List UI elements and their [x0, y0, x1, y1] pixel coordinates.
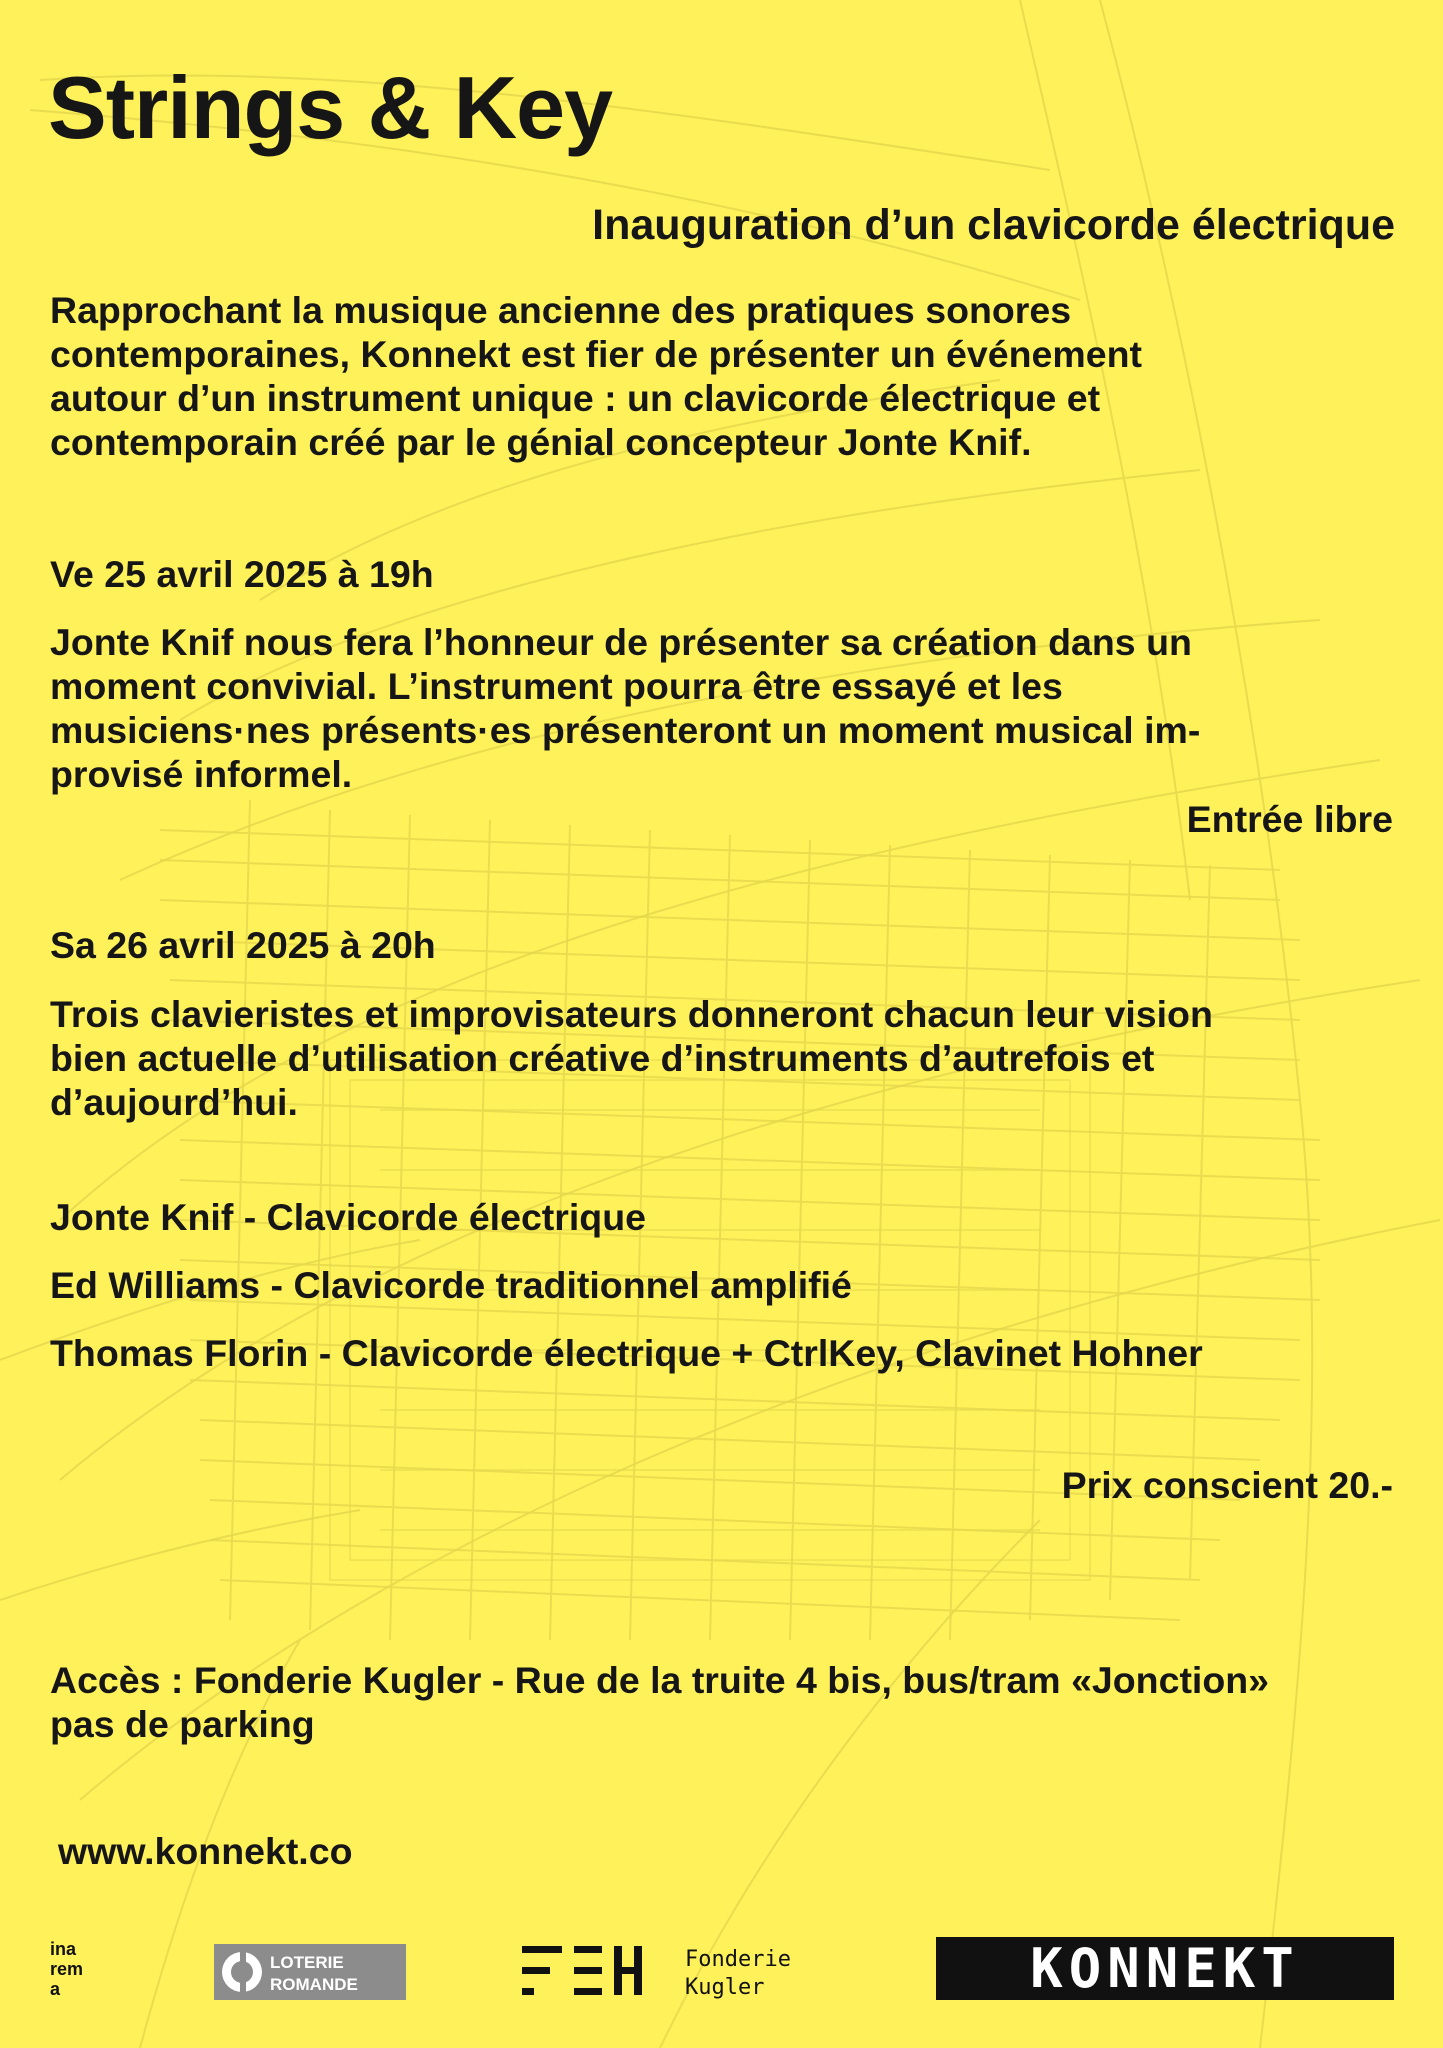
svg-text:ROMANDE: ROMANDE — [270, 1975, 358, 1994]
event2-description-line: d’aujourd’hui. — [50, 1081, 298, 1123]
event1-description — [50, 620, 1200, 796]
event1-entry-note: Entrée libre — [1186, 798, 1393, 840]
performer-line: Thomas Florin - Clavicorde électrique + CtrlKey, Clavinet Hohner — [50, 1332, 1203, 1374]
access-info — [50, 1658, 1269, 1746]
svg-text:ina: ina — [50, 1939, 77, 1959]
event2-date: Sa 26 avril 2025 à 20h — [50, 924, 436, 966]
loterie-romande-logo — [214, 1944, 406, 2000]
svg-text:LOTERIE: LOTERIE — [270, 1953, 344, 1972]
poster-subtitle: Inauguration d’un clavicorde électrique — [592, 201, 1395, 249]
performer-line: Jonte Knif - Clavicorde électrique — [50, 1196, 646, 1238]
intro-line: contemporaines, Konnekt est fier de présenter un événement — [50, 333, 1142, 375]
konnekt-logo — [936, 1937, 1394, 2000]
event1-description-line: provisé informel. — [50, 753, 353, 795]
website-link[interactable]: www.konnekt.co — [58, 1830, 353, 1872]
event2-description-line: bien actuelle d’utilisation créative d’instruments d’autrefois et — [50, 1037, 1155, 1079]
intro-line: Rapprochant la musique ancienne des pratiques sonores — [50, 289, 1072, 331]
intro-paragraph — [50, 288, 1142, 464]
event1-description-line: Jonte Knif nous fera l’honneur de présenter sa création dans un — [50, 621, 1192, 663]
access-line: Accès : Fonderie Kugler - Rue de la truite 4 bis, bus/tram «Jonction» — [50, 1659, 1270, 1701]
poster-title: Strings & Key — [48, 58, 613, 157]
access-line: pas de parking — [50, 1703, 315, 1745]
svg-text:rem: rem — [50, 1959, 84, 1979]
intro-line: contemporain créé par le génial concepteur Jonte Knif. — [50, 421, 1032, 463]
performer-line: Ed Williams - Clavicorde traditionnel amplifié — [50, 1264, 852, 1306]
svg-text:Kugler: Kugler — [685, 1975, 765, 2000]
event2-price: Prix conscient 20.- — [1061, 1464, 1393, 1506]
svg-text:a: a — [50, 1979, 61, 1999]
event2-description-line: Trois clavieristes et improvisateurs donneront chacun leur vision — [50, 993, 1213, 1035]
event1-description-line: musiciens·nes présents·es présenteront un moment musical im- — [50, 709, 1201, 751]
svg-text:Fonderie: Fonderie — [685, 1947, 791, 1972]
event1-description-line: moment convivial. L’instrument pourra être essayé et les — [50, 665, 1063, 707]
intro-line: autour d’un instrument unique : un clavicorde électrique et — [50, 377, 1101, 419]
inarema-logo — [48, 1937, 110, 1999]
svg-text:KONNEKT: KONNEKT — [1030, 1937, 1300, 2000]
event1-date: Ve 25 avril 2025 à 19h — [50, 553, 434, 595]
fonderie-kugler-logo — [522, 1940, 842, 2002]
event2-description — [50, 992, 1213, 1124]
